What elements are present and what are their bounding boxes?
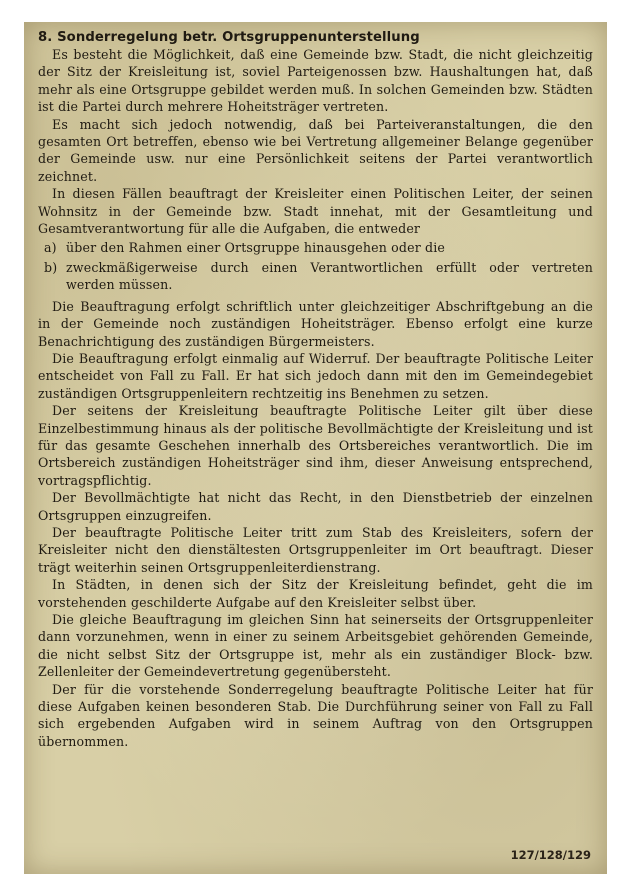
paragraph: Die Beauftragung erfolgt einmalig auf Widerruf. Der beauftragte Politische Leiter entscheidet von Fall zu Fall. Er hat sich jedoch dann mit den im Gemeindegebiet zuständigen Ortsgruppenleitern rechtzeitig ins Benehmen zu setzen. [38,350,593,401]
paragraph: In diesen Fällen beauftragt der Kreisleiter einen Politischen Leiter, der seinen Wohnsitz in der Gemeinde bzw. Stadt innehat, mit der Gesamtleitung und Gesamtverantwortung für alle die Aufgaben, die entweder [38,186,593,237]
enumerated-list [38,239,593,293]
paragraph: Der für die vorstehende Sonderregelung beauftragte Politische Leiter hat für diese Aufgaben keinen besonderen Stab. Die Durchführung seiner von Fall zu Fall sich ergebenden Aufgaben wird in seinem Auftrag von den Ortsgruppen übernommen. [38,681,593,749]
document-page [24,22,607,874]
paragraph: Die gleiche Beauftragung im gleichen Sinn hat seinerseits der Ortsgruppenleiter dann vorzunehmen, wenn in einer zu seinem Arbeitsgebiet gehörenden Gemeinde, die nicht selbst Sitz der Ortsgruppe ist, mehr als ein zuständiger Block- bzw. Zellenleiter der Gemeindevertretung gegenübersteht. [38,612,593,680]
list-item [38,259,593,294]
section-heading: 8. Sonderregelung betr. Ortsgruppenunterstellung [38,30,420,45]
paragraph: Die Beauftragung erfolgt schriftlich unter gleichzeitiger Abschriftgebung an die in der Gemeinde noch zuständigen Hoheitsträger. Ebenso erfolgt eine kurze Benachrichtigung des zuständigen Bürgermeisters. [38,298,593,349]
paragraph: In Städten, in denen sich der Sitz der Kreisleitung befindet, geht die im vorstehenden geschilderte Aufgabe auf den Kreisleiter selbst über. [38,577,593,610]
list-marker: a) [44,240,57,256]
paragraph: Es besteht die Möglichkeit, daß eine Gemeinde bzw. Stadt, die nicht gleichzeitig der Sitz der Kreisleitung ist, soviel Parteigenossen bzw. Haushaltungen hat, daß mehr als eine Ortsgruppe gebildet werden muß. In solchen Gemeinden bzw. Städten ist die Partei durch mehrere Hoheitsträger vertreten. [38,47,593,115]
list-item [38,239,593,256]
paragraph: Der beauftragte Politische Leiter tritt zum Stab des Kreisleiters, sofern der Kreisleiter nicht den dienstältesten Ortsgruppenleiter im Ort beauftragt. Dieser trägt weiterhin seinen Ortsgruppenleiterdienstrang. [38,524,593,575]
paragraph: Der seitens der Kreisleitung beauftragte Politische Leiter gilt über diese Einzelbestimmung hinaus als der politische Bevollmächtigte der Kreisleitung und ist für das gesamte Geschehen innerhalb des Ortsbereiches verantwortlich. Die im Ortsbereich zuständigen Hoheitsträger sind ihm, dieser Anweisung entsprechend, vortragspflichtig. [38,403,593,488]
page-number: 127/128/129 [510,848,591,862]
list-marker: b) [44,259,58,275]
paragraph: Es macht sich jedoch notwendig, daß bei Parteiveranstaltungen, die den gesamten Ort betreffen, ebenso wie bei Vertretung allgemeiner Belange gegenüber der Gemeinde usw. nur eine Persönlichkeit seitens der Partei verantwortlich zeichnet. [38,116,593,184]
paragraph: Der Bevollmächtigte hat nicht das Recht, in den Dienstbetrieb der einzelnen Ortsgruppen einzugreifen. [38,490,593,523]
list-item-text: über den Rahmen einer Ortsgruppe hinausgehen oder die [66,240,446,256]
list-item-text: zweckmäßigerweise durch einen Verantwortlichen erfüllt oder vertreten werden müssen. [66,259,593,293]
